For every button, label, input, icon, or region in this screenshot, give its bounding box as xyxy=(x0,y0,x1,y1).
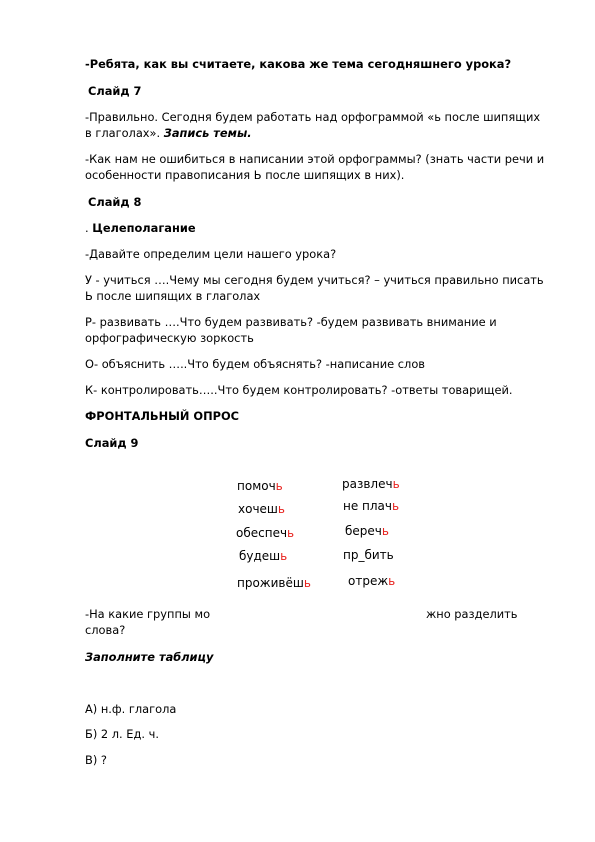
slide-9-heading: Слайд 9 xyxy=(85,436,139,450)
word-item: беречь xyxy=(345,524,389,538)
topic-text: -Правильно. Сегодня будем работать над орфограммой «ь после шипящих в глаголах». xyxy=(85,110,541,140)
word-item: отрежь xyxy=(348,574,396,588)
word-item: будешь xyxy=(239,549,288,563)
mistakes-paragraph: -Как нам не ошибиться в написании этой орфограммы? (знать части речи и особенности правописания Ь после шипящих в них). xyxy=(85,152,545,182)
fill-table-instruction: Заполните таблицу xyxy=(85,650,214,664)
slide-8-heading: Слайд 8 xyxy=(88,195,142,209)
topic-paragraph xyxy=(85,109,545,141)
word-item: хочешь xyxy=(238,502,285,516)
groups-question-part-2: жно разделить xyxy=(426,607,518,621)
word-item: не плачь xyxy=(343,499,400,513)
word-item: пр_бить xyxy=(343,548,394,562)
word-item: обеспечь xyxy=(236,526,295,540)
groups-question-part-3: слова? xyxy=(85,623,126,637)
topic-note: Запись темы. xyxy=(163,126,252,140)
goal-r: Р- развивать ….Что будем развивать? -будем развивать внимание и орфографическую зоркость xyxy=(85,315,497,345)
goal-o: О- объяснить …..Что будем объяснять? -написание слов xyxy=(85,357,426,371)
groups-question-part-1: -На какие группы мо xyxy=(85,607,211,621)
goals-question: -Давайте определим цели нашего урока? xyxy=(85,247,337,261)
goal-setting-heading xyxy=(85,220,545,236)
word-item: проживёшь xyxy=(237,576,311,590)
option-v: В) ? xyxy=(85,753,107,767)
slide-7-heading: Слайд 7 xyxy=(88,84,142,98)
option-a: А) н.ф. глагола xyxy=(85,702,177,716)
option-b: Б) 2 л. Ед. ч. xyxy=(85,727,159,741)
goal-u: У - учиться ….Чему мы сегодня будем учиться? – учиться правильно писать Ь после шипящих в глаголах xyxy=(85,273,544,303)
topic-question: -Ребята, как вы считаете, какова же тема сегодняшнего урока? xyxy=(85,57,512,71)
frontal-survey-heading: ФРОНТАЛЬНЫЙ ОПРОС xyxy=(85,409,240,423)
goal-prefix: . xyxy=(85,221,93,235)
word-item: развлечь xyxy=(342,477,400,491)
goal-title: Целеполагание xyxy=(92,221,196,235)
word-item: помочь xyxy=(237,479,283,493)
goal-k: К- контролировать…..Что будем контролировать? -ответы товарищей. xyxy=(85,383,513,397)
